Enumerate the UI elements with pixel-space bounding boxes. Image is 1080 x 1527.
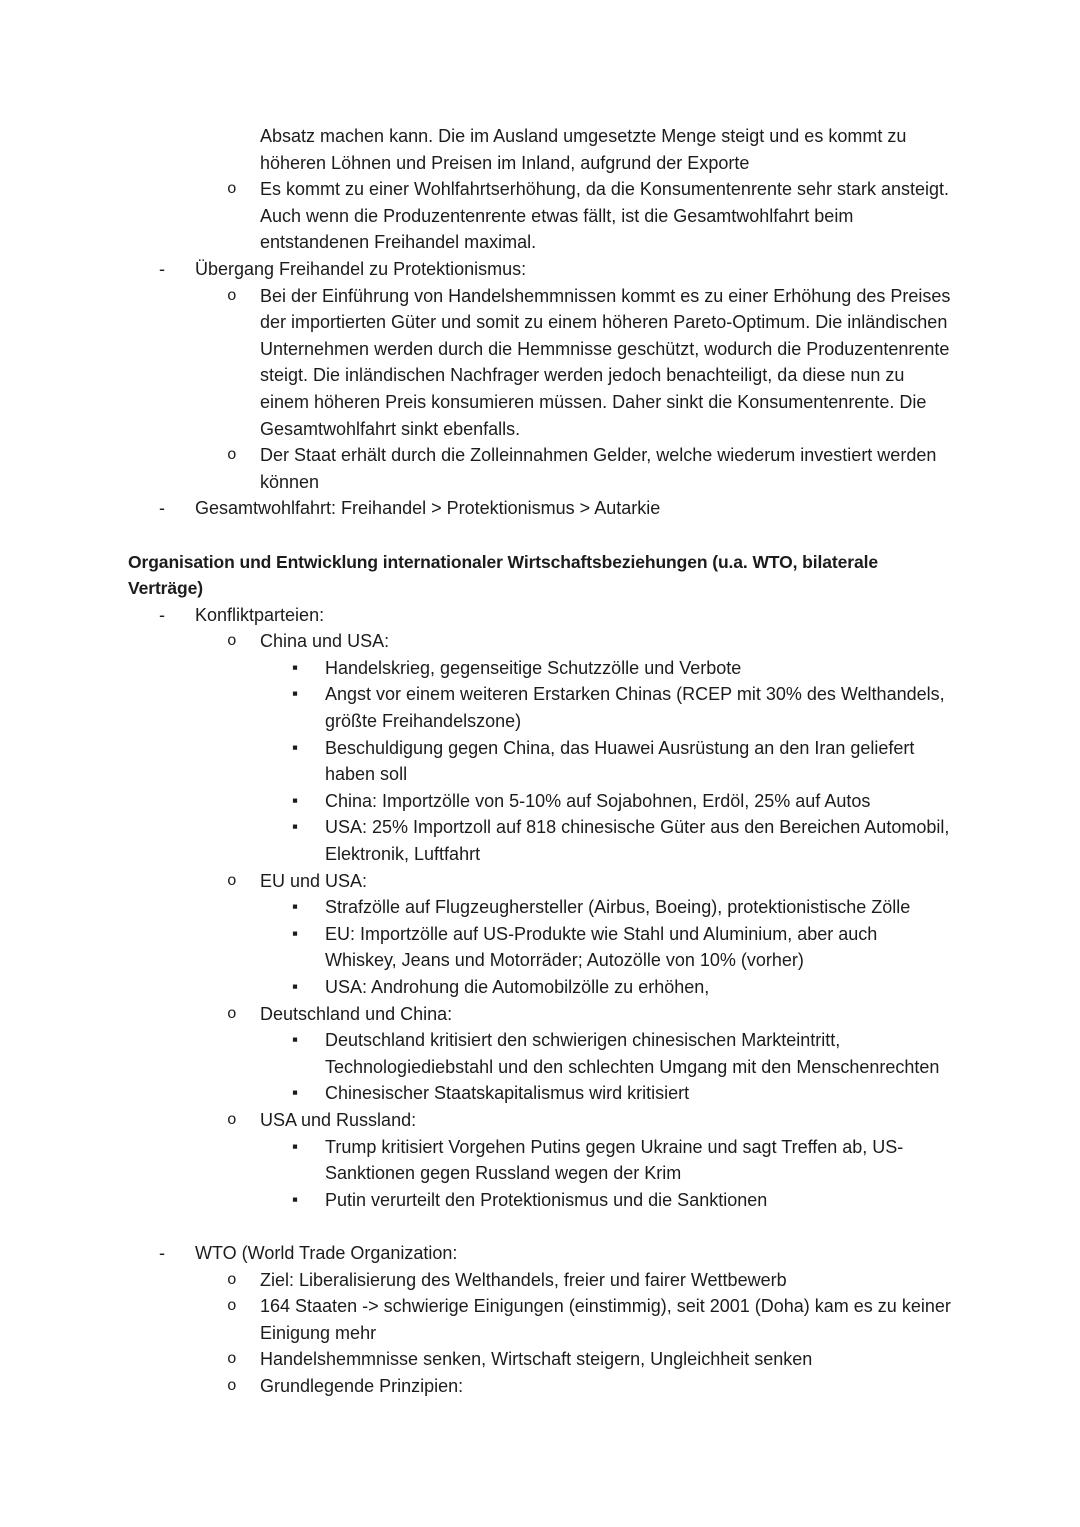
list-item xyxy=(128,123,952,176)
dash-bullet: - xyxy=(159,498,165,519)
list-item xyxy=(128,628,952,655)
circle-bullet: o xyxy=(227,1297,237,1316)
list-item-text: EU und USA: xyxy=(260,870,368,891)
circle-bullet: o xyxy=(227,286,237,305)
list-item xyxy=(128,256,952,283)
list-item xyxy=(128,1346,952,1373)
square-bullet: ▪ xyxy=(292,1189,299,1209)
list-item xyxy=(128,974,952,1001)
dash-bullet: - xyxy=(159,604,165,625)
list-item-text: Handelskrieg, gegenseitige Schutzzölle und Verbote xyxy=(325,657,742,678)
square-bullet: ▪ xyxy=(292,977,299,996)
list-item xyxy=(128,1187,952,1214)
list-item xyxy=(128,283,952,443)
dash-bullet: - xyxy=(159,258,165,279)
list-item xyxy=(128,1373,952,1400)
circle-bullet: o xyxy=(227,1004,237,1023)
circle-bullet: o xyxy=(227,446,237,465)
list-item xyxy=(128,681,952,734)
list-item xyxy=(128,814,952,867)
list-item-text: USA und Russland: xyxy=(260,1109,417,1130)
list-item-text: Grundlegende Prinzipien: xyxy=(260,1375,464,1396)
circle-bullet: o xyxy=(227,180,237,199)
list-item xyxy=(128,735,952,788)
list-item-text: Putin verurteilt den Protektionismus und die Sanktionen xyxy=(325,1189,768,1210)
list-item xyxy=(128,894,952,921)
list-item xyxy=(128,1240,952,1267)
list-item xyxy=(128,1027,952,1080)
list-item-text: Beschuldigung gegen China, das Huawei Ausrüstung an den Iran geliefert haben soll xyxy=(325,737,915,785)
square-bullet: ▪ xyxy=(292,737,299,757)
list-item-text: Angst vor einem weiteren Erstarken Chinas (RCEP mit 30% des Welthandels, größte Freihandelszone) xyxy=(325,684,945,732)
blank-line xyxy=(128,1213,952,1240)
list-item-text: Absatz machen kann. Die im Ausland umgesetzte Menge steigt und es kommt zu höheren Löhnen und Preisen im Inland, aufgrund der Exporte xyxy=(260,126,907,173)
list-item xyxy=(128,495,952,522)
list-item xyxy=(128,1134,952,1187)
square-bullet: ▪ xyxy=(292,790,299,810)
square-bullet: ▪ xyxy=(292,897,299,917)
square-bullet: ▪ xyxy=(292,817,299,837)
square-bullet: ▪ xyxy=(292,1030,299,1050)
document-content xyxy=(128,123,952,1400)
list-item xyxy=(128,1001,952,1028)
list-item-text: Ziel: Liberalisierung des Welthandels, freier und fairer Wettbewerb xyxy=(260,1269,787,1290)
list-item-text: China und USA: xyxy=(260,631,390,652)
list-item xyxy=(128,442,952,495)
circle-bullet: o xyxy=(227,1110,237,1129)
list-item-text: EU: Importzölle auf US-Produkte wie Stahl und Aluminium, aber auch Whiskey, Jeans und Motorräder; Autozölle von 10% (vorher) xyxy=(325,923,878,971)
list-item-text: Übergang Freihandel zu Protektionismus: xyxy=(195,258,527,279)
circle-bullet: o xyxy=(227,632,237,651)
list-item-text: Es kommt zu einer Wohlfahrtserhöhung, da die Konsumentenrente sehr stark ansteigt. Auch wenn die Produzentenrente etwas fällt, ist die Gesamtwohlfahrt beim entstandenen Freihandel maximal. xyxy=(260,179,950,253)
list-item-text: USA: Androhung die Automobilzölle zu erhöhen, xyxy=(325,977,710,997)
circle-bullet: o xyxy=(227,1376,237,1395)
square-bullet: ▪ xyxy=(292,684,299,704)
list-item xyxy=(128,921,952,974)
list-item xyxy=(128,1107,952,1134)
circle-bullet: o xyxy=(227,1270,237,1289)
list-item xyxy=(128,1080,952,1107)
list-item xyxy=(128,655,952,682)
list-item-text: China: Importzölle von 5-10% auf Sojabohnen, Erdöl, 25% auf Autos xyxy=(325,790,871,811)
list-item xyxy=(128,602,952,629)
list-item-text: Gesamtwohlfahrt: Freihandel > Protektionismus > Autarkie xyxy=(195,498,661,519)
square-bullet: ▪ xyxy=(292,1083,299,1103)
list-item-text: Handelshemmnisse senken, Wirtschaft steigern, Ungleichheit senken xyxy=(260,1349,813,1370)
list-item xyxy=(128,868,952,895)
list-item xyxy=(128,1267,952,1294)
square-bullet: ▪ xyxy=(292,1136,299,1156)
list-item-text: 164 Staaten -> schwierige Einigungen (einstimmig), seit 2001 (Doha) kam es zu keiner Einigung mehr xyxy=(260,1296,951,1343)
circle-bullet: o xyxy=(227,871,237,890)
list-item-text: WTO (World Trade Organization: xyxy=(195,1242,458,1263)
blank-line xyxy=(128,522,952,549)
dash-bullet: - xyxy=(159,1242,165,1263)
list-item-text: Chinesischer Staatskapitalismus wird kritisiert xyxy=(325,1083,690,1104)
list-item-text: Der Staat erhält durch die Zolleinnahmen Gelder, welche wiederum investiert werden können xyxy=(260,445,937,492)
list-item-text: Bei der Einführung von Handelshemmnissen kommt es zu einer Erhöhung des Preises der importierten Güter und somit zu einem höheren Pareto-Optimum. Die inländischen Unternehmen werden durch die Hemmnisse geschützt, wodurch die Produzentenrente steigt. Die inländischen Nachfrager werden jedoch benachteiligt, da diese nun zu einem höheren Preis konsumieren müssen. Daher sinkt die Konsumentenrente. Die Gesamtwohlfahrt sinkt ebenfalls. xyxy=(260,285,951,439)
list-item xyxy=(128,1293,952,1346)
list-item-text: Konfliktparteien: xyxy=(195,604,325,625)
list-item xyxy=(128,176,952,256)
square-bullet: ▪ xyxy=(292,657,299,677)
square-bullet: ▪ xyxy=(292,923,299,943)
list-item-text: Deutschland und China: xyxy=(260,1003,453,1024)
section-heading: Organisation und Entwicklung internationaler Wirtschaftsbeziehungen (u.a. WTO, bilaterale Verträge) xyxy=(128,551,879,599)
circle-bullet: o xyxy=(227,1350,237,1369)
list-item-text: Deutschland kritisiert den schwierigen chinesischen Markteintritt, Technologiediebstahl und den schlechten Umgang mit den Menschenrechten xyxy=(325,1030,940,1077)
list-item-text: Trump kritisiert Vorgehen Putins gegen Ukraine und sagt Treffen ab, US-Sanktionen gegen Russland wegen der Krim xyxy=(325,1136,904,1184)
list-item-text: Strafzölle auf Flugzeughersteller (Airbus, Boeing), protektionistische Zölle xyxy=(325,897,911,918)
list-item-text: USA: 25% Importzoll auf 818 chinesische Güter aus den Bereichen Automobil, Elektronik, Luftfahrt xyxy=(325,817,950,865)
list-item xyxy=(128,788,952,815)
